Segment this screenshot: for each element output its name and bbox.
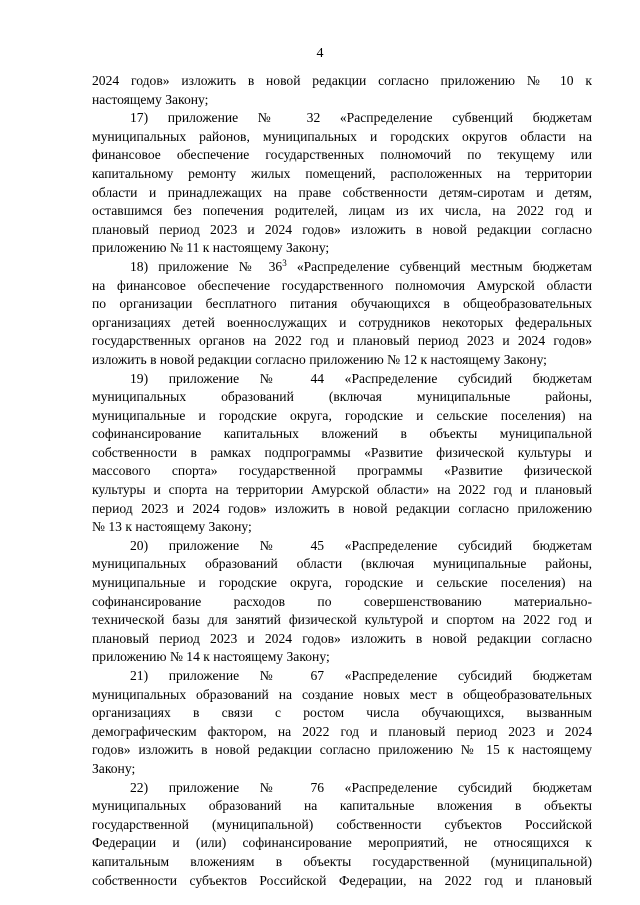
text-line (92, 277, 592, 296)
text-line (92, 537, 592, 556)
text-line-content: оставшимся без попечения родителей, лицам из их числа, на 2022 год и (92, 203, 592, 219)
text-line (92, 779, 592, 798)
text-line-content: организациях в связи с ростом числа обучающихся, вызванным (92, 705, 592, 721)
text-line (92, 611, 592, 630)
text-line (92, 239, 592, 258)
text-line-content: демографическим фактором, на 2022 год и плановый период 2023 и 2024 (92, 723, 592, 739)
text-line (92, 407, 592, 426)
text-line (92, 258, 592, 277)
text-line-content: организациях детей военнослужащих и сотрудников некоторых федеральных (92, 314, 592, 330)
text-line (92, 72, 592, 91)
text-line-content: области и принадлежащих на праве собственности детям-сиротам и детям, (92, 184, 592, 200)
text-line (92, 184, 592, 203)
text-line-content: муниципальных районов, муниципальных и городских округов области на (92, 128, 592, 144)
text-line-content: плановый период 2023 и 2024 годов» изложить в новой редакции согласно (92, 221, 592, 237)
text-line (92, 816, 592, 835)
text-line-content: приложению № 11 к настоящему Закону; (92, 240, 330, 256)
text-line (92, 797, 592, 816)
text-line-content: приложению № 14 к настоящему Закону; (92, 649, 330, 665)
text-line-content: по организации бесплатного питания обучающихся в общеобразовательных (92, 296, 592, 312)
text-line-content: муниципальных образований (включая муниципальные районы, (92, 389, 592, 405)
text-line (92, 872, 592, 891)
text-line-content: 18) приложение № 36 (130, 258, 283, 274)
text-line-content: 2024 годов» изложить в новой редакции согласно приложению № 10 к (92, 73, 592, 88)
text-line (92, 351, 592, 370)
text-line-content: годов» изложить в новой редакции согласно приложению № 15 к настоящему (92, 742, 592, 758)
text-line-content: 17) приложение № 32 «Распределение субвенций бюджетам (130, 110, 592, 126)
page-number: 4 (316, 46, 324, 61)
text-line-content: муниципальных образований области (включая муниципальные районы, (92, 556, 592, 572)
text-line (92, 741, 592, 760)
text-line-content: капитальному ремонту жилых помещений, расположенных на территории (92, 165, 592, 181)
text-line-content: 21) приложение № 67 «Распределение субсидий бюджетам (130, 668, 592, 683)
text-line-content: Закону; (92, 760, 136, 776)
text-line (92, 314, 592, 333)
text-line-content: софинансирование капитальных вложений в объекты муниципальной (92, 426, 592, 442)
text-line-content: муниципальные и городские округа, городские и сельские поселения) на (92, 407, 592, 423)
text-line-content: культуры и спорта на территории Амурской области» на 2022 год и плановый (92, 482, 592, 498)
text-line (92, 667, 592, 686)
text-line (92, 630, 592, 649)
text-line-content: № 13 к настоящему Закону; (92, 519, 252, 535)
text-line-content: государственной (муниципальной) собственности субъектов Российской (92, 816, 592, 832)
text-line-content: «Распределение субвенций местным бюджетам (286, 258, 592, 274)
text-line-content: собственности субъектов Российской Федерации, на 2022 год и плановый (92, 872, 592, 888)
text-line (92, 686, 592, 705)
superscript: 3 (282, 257, 287, 268)
text-line-content: настоящему Закону; (92, 91, 209, 107)
text-line-content: на финансовое обеспечение государственного полномочия Амурской области (92, 277, 592, 293)
text-line (92, 500, 592, 519)
text-line (92, 109, 592, 128)
text-line (92, 128, 592, 147)
text-line (92, 332, 592, 351)
text-line (92, 760, 592, 779)
text-line (92, 165, 592, 184)
text-line-content: технической базы для занятий физической культурой и спортом на 2022 год и (92, 612, 592, 628)
text-line (92, 648, 592, 667)
text-line (92, 574, 592, 593)
text-line (92, 388, 592, 407)
text-line-content: финансовое обеспечение государственных полномочий по текущему или (92, 147, 592, 163)
text-line-content: муниципальные и городские округа, городские и сельские поселения) на (92, 575, 592, 591)
text-line (92, 555, 592, 574)
text-line (92, 704, 592, 723)
text-line (92, 853, 592, 872)
text-line (92, 202, 592, 221)
text-line-content: массового спорта» государственной программы «Развитие физической (92, 463, 592, 479)
text-line-content: капитальным вложениям в объекты государственной (муниципальной) (92, 853, 592, 869)
text-line-content: изложить в новой редакции согласно приложению № 12 к настоящему Закону; (92, 351, 547, 367)
text-line-content: плановый период 2023 и 2024 годов» изложить в новой редакции согласно (92, 630, 592, 646)
text-line (92, 370, 592, 389)
document-body (92, 72, 592, 890)
text-line-content: государственных органов на 2022 год и плановый период 2023 и 2024 годов» (92, 333, 592, 349)
text-line-content: муниципальных образований на капитальные вложения в объекты (92, 798, 592, 814)
text-line (92, 444, 592, 463)
text-line (92, 91, 592, 110)
text-line-content: софинансирование расходов по совершенствованию материально- (92, 593, 592, 609)
text-line-content: Федерации и (или) софинансирование мероприятий, не относящихся к (92, 835, 592, 851)
text-line-content: 20) приложение № 45 «Распределение субсидий бюджетам (130, 537, 592, 553)
text-line (92, 723, 592, 742)
text-line-content: муниципальных образований на создание новых мест в общеобразовательных (92, 686, 592, 702)
text-line (92, 481, 592, 500)
text-line (92, 593, 592, 612)
text-line (92, 425, 592, 444)
text-line (92, 295, 592, 314)
text-line (92, 518, 592, 537)
text-line-content: период 2023 и 2024 годов» изложить в новой редакции согласно приложению (92, 500, 592, 516)
text-line-content: 22) приложение № 76 «Распределение субсидий бюджетам (130, 779, 592, 795)
text-line (92, 221, 592, 240)
text-line (92, 462, 592, 481)
text-line (92, 834, 592, 853)
text-line-content: 19) приложение № 44 «Распределение субсидий бюджетам (130, 370, 592, 386)
text-line-content: собственности в рамках подпрограммы «Развитие физической культуры и (92, 444, 592, 460)
text-line (92, 146, 592, 165)
